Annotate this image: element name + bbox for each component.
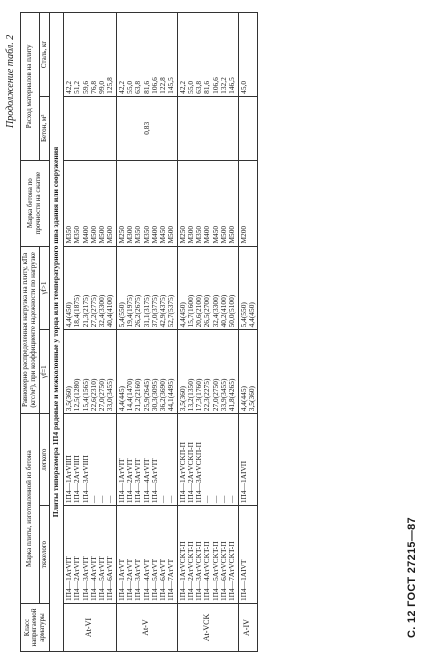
class-cell: At-VCK: [177, 604, 238, 652]
load-value: 15,4(1565): [80, 378, 90, 412]
load-value: 22,3(2275): [202, 378, 212, 412]
concrete-grade: M350: [194, 225, 204, 244]
load-value: 22,6(2310): [88, 378, 98, 412]
heavy-mark: 1П4—2AтVIТ: [72, 556, 82, 602]
heavy-marks-cell: [238, 506, 258, 604]
volume-cell: [63, 96, 116, 160]
load-value: 4,4(450): [63, 302, 73, 328]
load-value: 5,4(550): [238, 302, 248, 328]
load-value: 3,5(360): [246, 385, 256, 412]
header-steel: Сталь, кг: [39, 13, 50, 97]
heavy-mark: 1П4—4AтVIТ: [88, 556, 98, 602]
header-row-1: [21, 13, 40, 652]
concrete-grade: M400: [149, 225, 159, 244]
load-value: 14,4(1470): [124, 378, 134, 412]
concrete-grade: M500: [97, 225, 107, 244]
heavy-mark: 1П4—6AтVIТ: [105, 556, 115, 602]
steel-cell: [63, 13, 116, 97]
load-value: 37,0(3775): [149, 294, 159, 328]
steel-cell: [177, 13, 238, 97]
volume-cell: [238, 96, 258, 160]
load-value: 4,4(450): [177, 302, 187, 328]
light-mark: —: [219, 495, 229, 504]
concrete-cell: [238, 160, 258, 246]
concrete-grade: M500: [88, 225, 98, 244]
specification-table: [20, 12, 258, 652]
heavy-mark: 1П4—2AтVT: [124, 558, 134, 602]
steel-value: 106,6: [210, 77, 220, 94]
heavy-mark: 1П4—5AтVIТ: [97, 556, 107, 602]
steel-value: 81,6: [202, 80, 212, 94]
load-value: 5,4(550): [116, 302, 126, 328]
volume-cell: 0,83: [116, 96, 177, 160]
load-value: 50,0(5100): [227, 294, 237, 328]
concrete-grade: M500: [105, 225, 115, 244]
header-light: легкого: [39, 414, 50, 506]
heavy-mark: 1П4—3AтVT: [133, 558, 143, 602]
steel-value: 42,2: [177, 80, 187, 94]
load-value: 31,1(3175): [141, 294, 151, 328]
steel-value: 99,0: [97, 80, 107, 94]
load-value: 26,2(2675): [133, 294, 143, 328]
class-cell: At-V: [116, 604, 177, 652]
heavy-mark: 1П4—1AтVCKT-П: [177, 541, 187, 602]
load-value: 27,0(2750): [210, 378, 220, 412]
light-mark: —: [97, 495, 107, 504]
concrete-grade: M250: [177, 225, 187, 244]
load-gamma2-cell: [116, 246, 177, 330]
light-marks-cell: [177, 414, 238, 506]
light-mark: 1П4—5AтVIT: [149, 458, 159, 504]
light-marks-cell: [63, 414, 116, 506]
concrete-cell: [63, 160, 116, 246]
light-mark: —: [210, 495, 220, 504]
steel-value: 125,8: [105, 77, 115, 94]
concrete-grade: M350: [63, 225, 73, 244]
load-value: 40,4(4100): [105, 294, 115, 328]
header-gamma-1: γf=1: [39, 330, 50, 414]
concrete-grade: M350: [133, 225, 143, 244]
concrete-grade: M500: [227, 225, 237, 244]
steel-value: 81,6: [141, 80, 151, 94]
load-value: 30,3(3095): [149, 378, 159, 412]
heavy-marks-cell: [116, 506, 177, 604]
steel-value: 145,5: [166, 77, 176, 94]
load-value: 17,3(1760): [194, 378, 204, 412]
load-value: 27,2(2775): [88, 294, 98, 328]
heavy-mark: 1П4—1AтVT: [116, 558, 126, 602]
class-cell: At-VI: [63, 604, 116, 652]
load-value: 3,5(360): [177, 385, 187, 412]
load-value: 52,7(5375): [166, 294, 176, 328]
table-row: [116, 13, 177, 652]
load-value: 44,1(4495): [166, 378, 176, 412]
concrete-grade: M500: [166, 225, 176, 244]
header-gamma-2: γf>1: [39, 246, 50, 330]
table-continuation-label: Продолжение табл. 2: [5, 34, 16, 128]
section-title-row: [50, 13, 64, 652]
light-mark: —: [202, 495, 212, 504]
light-mark: 1П4—3AтVIT: [133, 458, 143, 504]
load-value: 33,9(3455): [219, 378, 229, 412]
load-gamma1-cell: [177, 330, 238, 414]
load-value: 27,0(2750): [97, 378, 107, 412]
steel-cell: [238, 13, 258, 97]
table-row: [177, 13, 238, 652]
steel-value: 55,0: [185, 80, 195, 94]
steel-value: 63,8: [133, 80, 143, 94]
heavy-mark: 1П4—5AтVT: [149, 558, 159, 602]
header-mark-group: Марка плиты, изготовленной из бетона: [21, 414, 40, 604]
load-gamma2-cell: [238, 246, 258, 330]
heavy-mark: 1П4—6AтVT: [158, 558, 168, 602]
heavy-mark: 1П4—7AтVT: [166, 558, 176, 602]
steel-value: 106,6: [149, 77, 159, 94]
concrete-cell: [116, 160, 177, 246]
load-value: 13,2(1350): [185, 378, 195, 412]
light-mark: —: [105, 495, 115, 504]
light-marks-cell: [238, 414, 258, 506]
table-row: [238, 13, 258, 652]
concrete-grade: M300: [185, 225, 195, 244]
header-heavy: тяжелого: [39, 506, 50, 604]
light-mark: —: [88, 495, 98, 504]
load-value: 41,8(4265): [227, 378, 237, 412]
page-header: С. 12 ГОСТ 27215—87: [406, 517, 418, 638]
load-value: 15,7(1600): [185, 294, 195, 328]
steel-value: 51,2: [72, 80, 82, 94]
steel-value: 132,2: [219, 77, 229, 94]
volume-cell: [177, 96, 238, 160]
load-value: 19,4(1975): [124, 294, 134, 328]
load-value: 3,5(360): [63, 385, 73, 412]
light-mark: 1П4—1AтVIIП: [63, 455, 73, 504]
steel-value: 59,6: [80, 80, 90, 94]
light-mark: —: [227, 495, 237, 504]
steel-value: 42,2: [63, 80, 73, 94]
heavy-mark: 1П4—3AтVCKT-П: [194, 541, 204, 602]
class-cell: A-IV: [238, 604, 258, 652]
steel-value: 42,2: [116, 80, 126, 94]
heavy-mark: 1П4—3AтVIТ: [80, 556, 90, 602]
light-mark: 1П4—2AтVIIП: [72, 455, 82, 504]
heavy-mark: 1П4—1AтVIТ: [63, 556, 73, 602]
light-mark: 1П4—1AтVCKП-П: [177, 442, 187, 504]
load-value: 25,9(2645): [141, 378, 151, 412]
heavy-mark: 1П4—4AтVT: [141, 558, 151, 602]
heavy-mark: 1П4—5AтVCKT-П: [210, 541, 220, 602]
load-value: 32,4(3300): [210, 294, 220, 328]
header-load-group: Равномерно распределенная нагрузка на плиту, кПа (кгс/м²), при коэффициенте надежности по нагрузке: [21, 246, 40, 414]
concrete-grade: M450: [158, 225, 168, 244]
load-gamma1-cell: [238, 330, 258, 414]
concrete-grade: M400: [80, 225, 90, 244]
light-marks-cell: [116, 414, 177, 506]
load-value: 12,5(1280): [72, 378, 82, 412]
heavy-mark: 1П4—6AтVCKT-П: [219, 541, 229, 602]
light-mark: 1П4—4AтVIT: [141, 458, 151, 504]
load-gamma1-cell: [63, 330, 116, 414]
concrete-grade: M350: [141, 225, 151, 244]
section-title: Плиты типоразмера 1П4 рядовые и межколонные у торца или температурного шва здания или сооружения: [50, 13, 64, 652]
load-value: 18,4(1875): [72, 294, 82, 328]
concrete-grade: M400: [202, 225, 212, 244]
concrete-grade: M350: [72, 225, 82, 244]
light-mark: 1П4—2AтVCKП-П: [185, 442, 195, 504]
concrete-cell: [177, 160, 238, 246]
load-value: 20,6(2100): [194, 294, 204, 328]
steel-value: 55,0: [124, 80, 134, 94]
steel-value: 45,0: [238, 80, 248, 94]
load-value: 42,9(4375): [158, 294, 168, 328]
light-mark: —: [166, 495, 176, 504]
header-materials: Расход материалов на плиту: [21, 13, 40, 161]
load-value: 40,2(4100): [219, 294, 229, 328]
light-mark: 1П4—3AтVCKП-П: [194, 442, 204, 504]
load-value: 21,3(2175): [80, 294, 90, 328]
heavy-marks-cell: [63, 506, 116, 604]
load-value: 32,4(3300): [97, 294, 107, 328]
concrete-grade: M200: [238, 225, 248, 244]
light-mark: 1П4—1AIVП: [238, 460, 248, 504]
concrete-grade: M300: [124, 225, 134, 244]
heavy-mark: 1П4—4AтVCKT-П: [202, 541, 212, 602]
heavy-mark: 1П4—1AIVT: [238, 559, 248, 602]
load-gamma1-cell: [116, 330, 177, 414]
load-value: 36,2(3690): [158, 378, 168, 412]
light-mark: —: [158, 495, 168, 504]
load-value: 4,4(445): [238, 385, 248, 412]
load-value: 33,0(3455): [105, 378, 115, 412]
steel-value: 76,8: [88, 80, 98, 94]
steel-value: 122,8: [158, 77, 168, 94]
concrete-grade: M450: [210, 225, 220, 244]
steel-value: 146,5: [227, 77, 237, 94]
load-value: 26,5(2700): [202, 294, 212, 328]
light-mark: 1П4—3AтVIIП: [80, 455, 90, 504]
heavy-mark: 1П4—2AтVCKT-П: [185, 541, 195, 602]
table-row: [63, 13, 116, 652]
steel-value: 63,8: [194, 80, 204, 94]
load-gamma2-cell: [63, 246, 116, 330]
header-volume: Бетон, м³: [39, 96, 50, 160]
header-class: Класс напрягаемой арматуры: [21, 604, 50, 652]
load-gamma2-cell: [177, 246, 238, 330]
heavy-marks-cell: [177, 506, 238, 604]
concrete-grade: M250: [116, 225, 126, 244]
load-value: 21,2(2160): [133, 378, 143, 412]
header-concrete: Марка бетона по прочности на сжатие: [21, 160, 50, 246]
light-mark: 1П4—1AтVIT: [116, 458, 126, 504]
load-value: 4,4(450): [246, 302, 256, 328]
steel-cell: [116, 13, 177, 97]
light-mark: 1П4—2AтVIT: [124, 458, 134, 504]
header-row-2: [39, 13, 50, 652]
load-value: 4,4(445): [116, 385, 126, 412]
concrete-grade: M500: [219, 225, 229, 244]
heavy-mark: 1П4—7AтVCKT-П: [227, 541, 237, 602]
